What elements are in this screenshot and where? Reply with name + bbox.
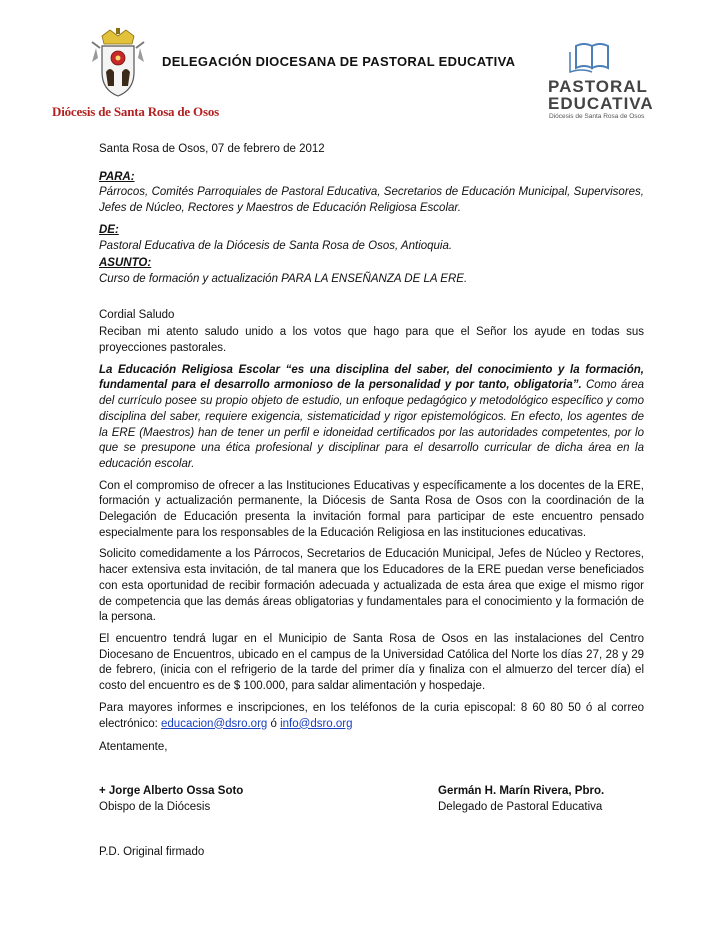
paragraph-2 (99, 363, 644, 473)
date-line: Santa Rosa de Osos, 07 de febrero de 2012 (99, 143, 325, 155)
paragraph-2-rest: Como área del currículo posee su propio objeto de estudio, un enfoque pedagógico y metodológico específico y como disciplina del saber, requiere exigencia, sistematicidad y rigor epistemológicos. En efecto, los agentes de la ERE (Maestros) han de tener un perfil e idoneidad certificados por las autoridades competentes, por lo que se presupone una ética profesional y disciplinar para el desarrollo curricular de dicha área en la educación escolar. (99, 379, 645, 470)
header-title: DELEGACIÓN DIOCESANA DE PASTORAL EDUCATIVA (162, 54, 516, 69)
closing: Atentamente, (99, 741, 168, 754)
postscript: P.D. Original firmado (99, 846, 205, 859)
signatures (99, 784, 644, 815)
greeting: Cordial Saludo (99, 308, 175, 321)
paragraph-6-text: Para mayores informes e inscripciones, en los teléfonos de la curia episcopal: 8 60 80 50 ó al correo electrónico: (99, 701, 644, 730)
logo-subtitle: Diócesis de Santa Rosa de Osos (549, 113, 645, 120)
bishop-name: + Jorge Alberto Ossa Soto (99, 784, 244, 797)
to-block (99, 170, 644, 217)
delegate-title: Delegado de Pastoral Educativa (438, 800, 603, 813)
paragraph-4: Solicito comedidamente a los Párrocos, Secretarios de Educación Municipal, Jefes de Núcleo y Rectores, hacer extensiva esta invitación, de tal manera que los Educadores de la ERE puedan verse beneficiados con esta oportunidad de recibir formación adecuada y actualizada de esta área que exige el mismo rigor de competencia que las demás áreas obligatorias y fundamentales para el conocimiento y la formación de la persona. (99, 548, 644, 624)
paragraph-6-or: ó (267, 717, 281, 730)
to-label: PARA: (99, 170, 135, 183)
from-block (99, 223, 644, 254)
email-link-info[interactable]: info@dsro.org (280, 717, 353, 730)
from-text: Pastoral Educativa de la Diócesis de Santa Rosa de Osos, Antioquia. (99, 239, 453, 252)
subject-text: Curso de formación y actualización PARA LA ENSEÑANZA DE LA ERE. (99, 272, 468, 285)
logo-word-pastoral: PASTORAL (548, 77, 648, 96)
letter-body (99, 142, 644, 867)
paragraph-2-quote: La Educación Religiosa Escolar “es una disciplina del saber, del conocimiento y la formación, fundamental para el desarrollo armonioso de la personalidad y por tanto, obligatoria”. (99, 363, 644, 392)
diocese-name: Diócesis de Santa Rosa de Osos (52, 104, 219, 119)
to-text: Párrocos, Comités Parroquiales de Pastoral Educativa, Secretarios de Educación Municipal, Supervisores, Jefes de Núcleo, Rectores y Maestros de Educación Religiosa Escolar. (99, 186, 644, 215)
signature-delegate (438, 784, 644, 815)
bishop-title: Obispo de la Diócesis (99, 800, 211, 813)
paragraph-6 (99, 701, 644, 732)
paragraph-1: Reciban mi atento saludo unido a los votos que hago para que el Señor los ayude en todas sus proyecciones pastorales. (99, 326, 644, 355)
signature-bishop (99, 784, 319, 815)
paragraph-3: Con el compromiso de ofrecer a las Instituciones Educativas y específicamente a los docentes de la ERE, formación y actualización permanente, la Diócesis de Santa Rosa de Osos con la coordinación de la Delegación de Educación presenta la invitación formal para participar de este encuentro pensado especialmente para los responsables de la Educación Religiosa en las instituciones educativas. (99, 479, 644, 539)
from-label: DE: (99, 223, 119, 236)
logo-word-educativa: EDUCATIVA (548, 94, 654, 113)
delegate-name: Germán H. Marín Rivera, Pbro. (438, 784, 605, 797)
subject-label: ASUNTO: (99, 257, 152, 270)
subject-block (99, 256, 644, 287)
email-link-educacion[interactable]: educacion@dsro.org (161, 717, 268, 730)
paragraph-5: El encuentro tendrá lugar en el Municipio de Santa Rosa de Osos en las instalaciones del Centro Diocesano de Encuentros, ubicado en el campus de la Universidad Católica del Norte los días 27, 28 y 29 de febrero, (inicia con el refrigerio de la tarde del primer día y finaliza con el almuerzo del tercer día) el costo del encuentro es de $ 100.000, para saldar alimentación y hospedaje. (99, 632, 644, 693)
diocese-crest-icon (88, 28, 148, 98)
